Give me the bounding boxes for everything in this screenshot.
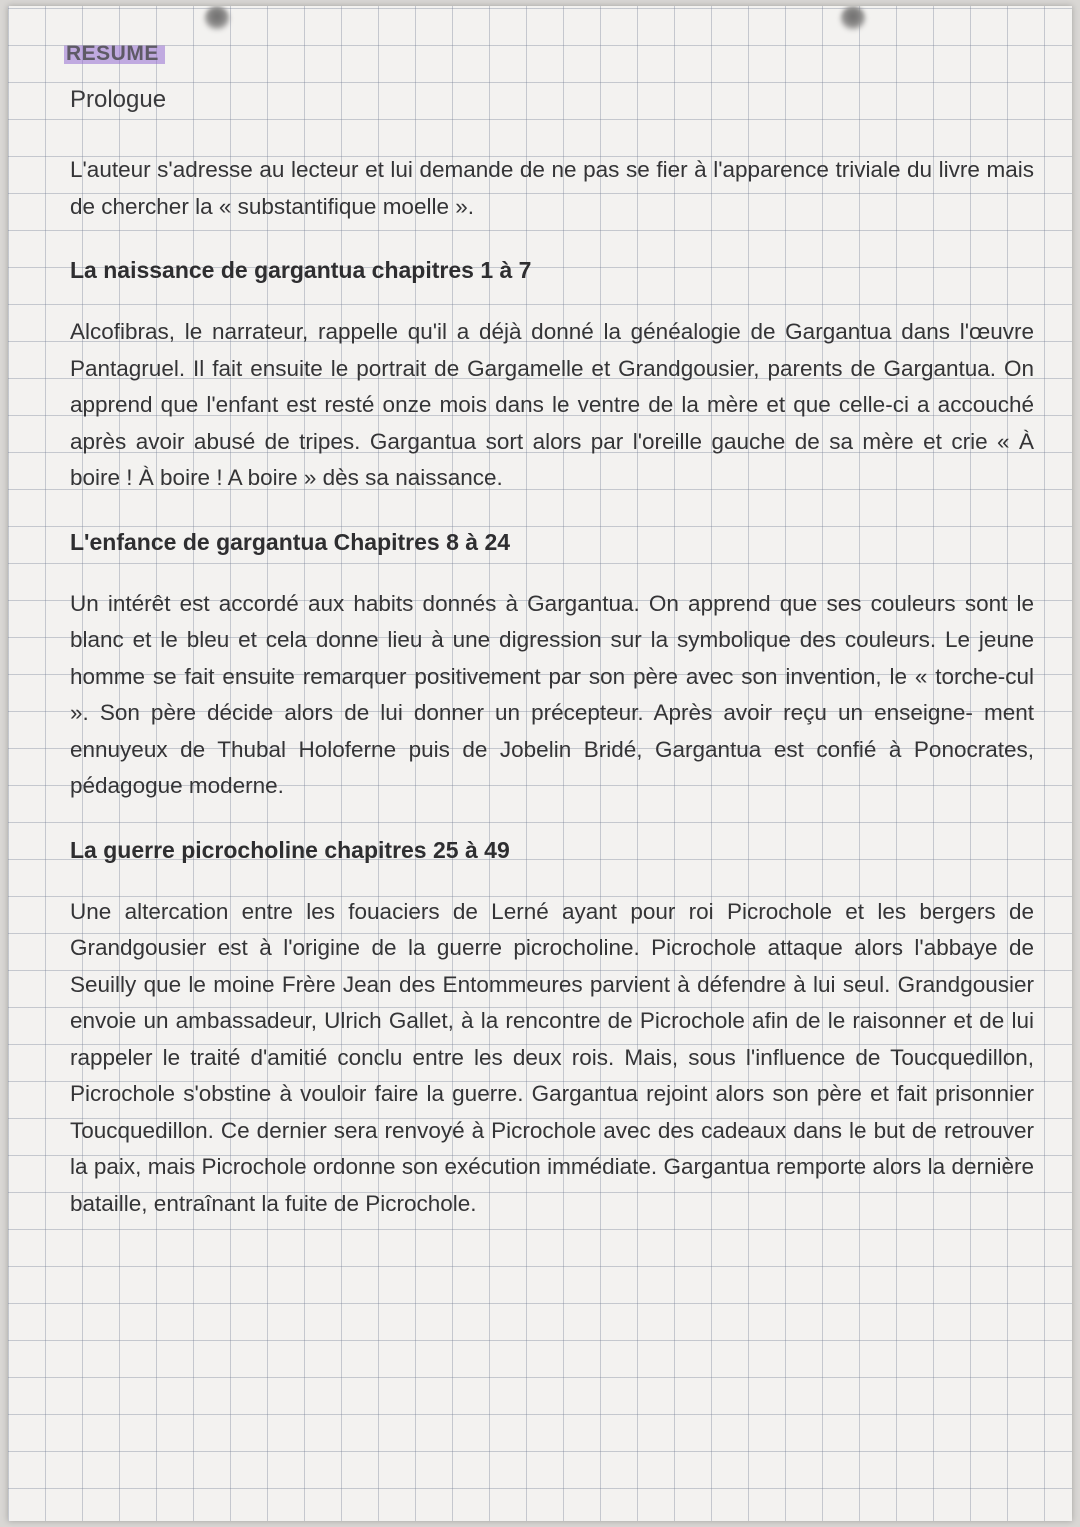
binder-clip-shadow-right (840, 6, 866, 32)
section-heading-naissance: La naissance de gargantua chapitres 1 à 7 (70, 257, 532, 283)
section-heading-guerre: La guerre picrocholine chapitres 25 à 49 (70, 836, 510, 863)
binder-clip-shadow-left (204, 6, 230, 32)
notebook-page (8, 6, 1072, 1521)
prologue-heading: Prologue (70, 86, 167, 113)
section-text-enfance: Un intérêt est accordé aux habits donnés à Gargantua. On apprend que ses couleurs sont le blanc et le bleu et cela donne lieu à une digression sur la symbolique des couleurs. Le jeune homme se fait ensuite remarquer positivement par son père avec son invention, le « torche-cul ». Son père décide alors de lui donner un précepteur. Après avoir reçu un enseigne- ment ennuyeux de Thubal Holoferne puis de Jobelin Bridé, Gargantua est confié à Ponocrates, pédagogue moderne. (70, 590, 1034, 798)
section-text-guerre: Une altercation entre les fouaciers de Lerné ayant pour roi Picrochole et les bergers de Grandgousier est à l'origine de la guerre picrocholine. Picrochole attaque alors l'abbaye de Seuilly que le moine Frère Jean des Entommeures parvient à défendre à lui seul. Grandgousier envoie un ambassadeur, Ulrich Gallet, à la rencontre de Picrochole afin de le raisonner et de lui rappeler le traité d'amitié conclu entre les deux rois. Mais, sous l'influence de Toucquedillon, Picrochole s'obstine à vouloir faire la guerre. Gargantua rejoint alors son père et fait prisonnier Toucquedillon. Ce dernier sera renvoyé à Picrochole avec des cadeaux dans le but de retrouver la paix, mais Picrochole ordonne son exécution immédiate. Gargantua remporte alors la dernière bataille, entraînant la fuite de Picrochole. (70, 898, 1034, 1216)
prologue-text: L'auteur s'adresse au lecteur et lui demande de ne pas se fier à l'apparence triviale du livre mais de chercher la « substantifique moelle ». (70, 157, 1034, 219)
section-heading-enfance: L'enfance de gargantua Chapitres 8 à 24 (70, 528, 511, 555)
document-title: RESUME (64, 40, 165, 68)
document-content (64, 40, 1034, 1248)
section-text-naissance: Alcofibras, le narrateur, rappelle qu'il a déjà donné la généalogie de Gargantua dans l'œuvre Pantagruel. Il fait ensuite le portrait de Gargamelle et Grandgousier, parents de Gargantua. On apprend que l'enfant est resté onze mois dans le ventre de la mère et que celle-ci a accouché après avoir abusé de tripes. Gargantua sort alors par l'oreille gauche de sa mère et crie « À boire ! À boire ! A boire » dès sa naissance. (70, 319, 1034, 490)
